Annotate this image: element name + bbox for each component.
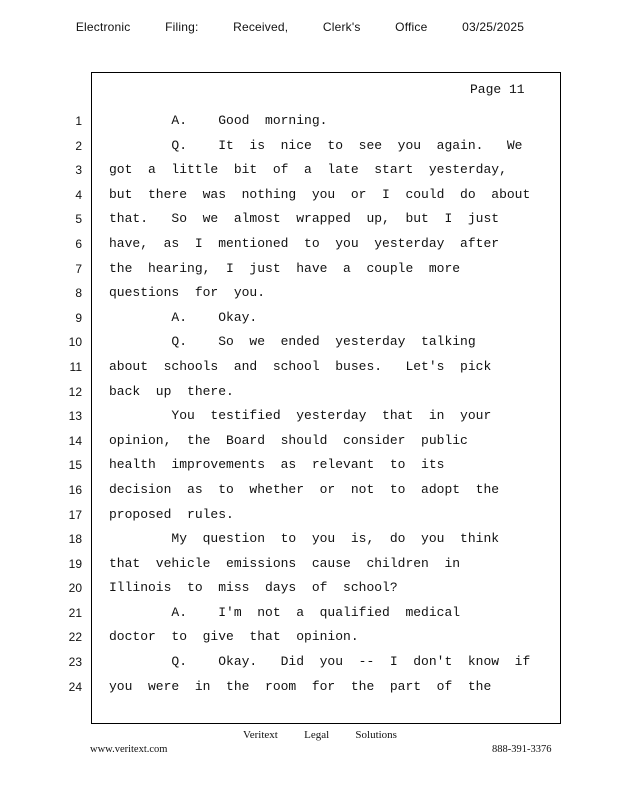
line-text: doctor to give that opinion. [109,629,359,645]
line-number: 7 [75,261,82,276]
transcript-line [0,331,618,356]
transcript-line [0,651,618,676]
transcript-line [0,577,618,602]
line-text: Q. It is nice to see you again. We [109,137,523,153]
transcript-line [0,430,618,455]
transcript-line [0,356,618,381]
line-number: 3 [75,163,82,178]
line-number: 10 [68,335,82,350]
transcript-line [0,454,618,479]
line-number: 20 [68,581,82,596]
line-text: the hearing, I just have a couple more [109,260,461,276]
transcript-line [0,110,618,135]
line-text: A. Okay. [109,309,258,325]
line-number: 8 [75,286,82,301]
footer-company: Veritext Legal Solutions [243,729,397,741]
transcript-body [0,110,618,700]
transcript-line [0,381,618,406]
transcript-line [0,307,618,332]
transcript-line [0,233,618,258]
line-number: 15 [68,458,82,473]
line-text: got a little bit of a late start yesterday, [109,162,507,178]
transcript-line [0,159,618,184]
line-text: A. I'm not a qualified medical [109,604,461,620]
transcript-line [0,405,618,430]
footer-website: www.veritext.com [90,744,168,755]
line-number: 11 [69,359,82,374]
transcript-line [0,282,618,307]
transcript-line [0,528,618,553]
line-number: 21 [68,605,82,620]
line-text: but there was nothing you or I could do about [109,186,531,202]
line-text: have, as I mentioned to you yesterday after [109,235,500,251]
line-text: back up there. [109,383,234,399]
line-text: decision as to whether or not to adopt the [109,481,500,497]
transcript-line [0,602,618,627]
line-number: 17 [68,507,82,522]
line-text: A. Good morning. [109,113,328,128]
line-number: 24 [68,679,82,694]
line-text: Illinois to miss days of school? [109,580,398,596]
line-text: proposed rules. [109,506,234,522]
transcript-line [0,135,618,160]
line-text: My question to you is, do you think [109,531,500,547]
transcript-line [0,479,618,504]
line-number: 2 [75,138,82,153]
line-number: 5 [75,212,82,227]
line-number: 1 [75,114,82,128]
transcript-line [0,553,618,578]
transcript-line [0,504,618,529]
line-text: questions for you. [109,285,266,301]
line-number: 23 [68,655,82,670]
line-number: 13 [68,409,82,424]
line-text: about schools and school buses. Let's pick [109,358,492,374]
footer-phone: 888-391-3376 [492,744,552,755]
line-number: 14 [68,433,82,448]
transcript-line [0,184,618,209]
transcript-line [0,258,618,283]
transcript-line [0,626,618,651]
line-number: 22 [68,630,82,645]
line-number: 16 [68,482,82,497]
line-number: 12 [68,384,82,399]
filing-stamp: Electronic Filing: Received, Clerk's Office 03/25/2025 [75,20,525,34]
line-number: 6 [75,236,82,251]
line-text: Q. Okay. Did you -- I don't know if [109,654,531,670]
line-text: you were in the room for the part of the [109,678,492,694]
line-text: that vehicle emissions cause children in [109,555,461,571]
line-number: 9 [75,310,82,325]
line-number: 18 [68,532,82,547]
transcript-line [0,208,618,233]
line-text: opinion, the Board should consider public [109,432,468,448]
line-text: You testified yesterday that in your [109,408,492,424]
line-text: that. So we almost wrapped up, but I just [109,211,500,227]
transcript-line [0,676,618,701]
page-number: Page 11 [470,82,525,97]
line-number: 19 [68,556,82,571]
line-text: Q. So we ended yesterday talking [109,334,476,350]
line-number: 4 [75,187,82,202]
line-text: health improvements as relevant to its [109,457,445,473]
